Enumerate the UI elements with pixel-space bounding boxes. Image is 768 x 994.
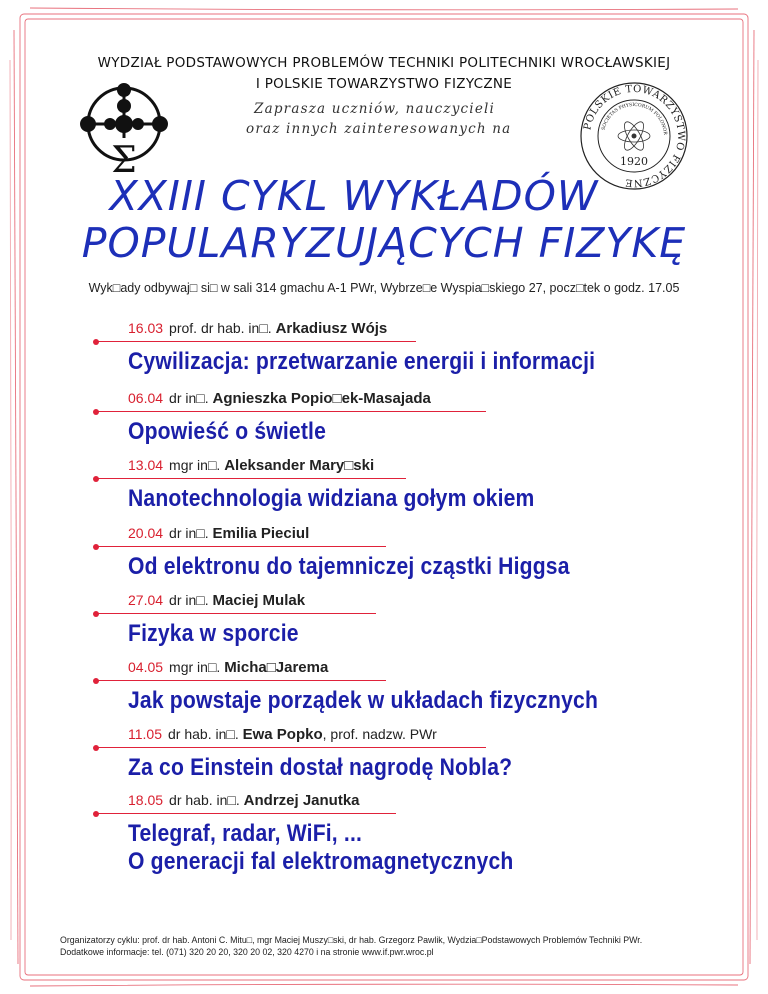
event-title-line-2: POPULARYZUJĄCYCH FIZYKĘ [81,219,687,267]
underline-divider [96,411,486,412]
speaker-degree: dr in□. [169,525,209,541]
bullet-dot-icon [93,409,99,415]
lecture-date: 27.04 [128,592,164,608]
sigma-symbol: Σ [111,140,137,178]
lecture-speaker [128,726,437,743]
bullet-dot-icon [93,544,99,550]
bullet-dot-icon [93,745,99,751]
organizer-line-1: WYDZIAŁ PODSTAWOWYCH PROBLEMÓW TECHNIKI POLITECHNIKI WROCŁAWSKIEJ [97,55,671,71]
invite-line-2: oraz innych zainteresowanych na [246,121,512,137]
underline-divider [96,341,416,342]
lecture-date: 04.05 [128,659,164,675]
lecture-title: Za co Einstein dostał nagrodę Nobla? [128,754,513,781]
event-title-line-1: XXIII CYKL WYKŁADÓW [109,172,599,220]
speaker-degree: dr in□. [169,390,209,406]
speaker-name: Ewa Popko [242,726,323,743]
speaker-name: Micha□Jarema [224,659,329,676]
lecture-speaker [128,457,374,474]
speaker-name: Aleksander Mary□ski [224,457,375,474]
footer [60,934,642,958]
lecture-date: 13.04 [128,457,164,473]
speaker-degree: dr in□. [169,592,209,608]
lecture-title: Fizyka w sporcie [128,620,299,647]
speaker-name: Agnieszka Popio□ek-Masajada [212,390,431,407]
underline-divider [96,747,486,748]
lecture-title: Telegraf, radar, WiFi, ... [128,820,363,847]
invite-line-1: Zaprasza uczniów, nauczycieli [254,101,496,117]
bullet-dot-icon [93,811,99,817]
underline-divider [96,680,386,681]
bullet-dot-icon [93,339,99,345]
lecture-speaker [128,659,328,676]
sigma-molecule-logo-icon [74,78,174,178]
bullet-dot-icon [93,678,99,684]
speaker-degree: dr hab. in□. [169,792,240,808]
speaker-name: Emilia Pieciul [212,525,310,542]
underline-divider [96,546,386,547]
seal-year: 1920 [620,155,648,168]
lecture-date: 18.05 [128,792,164,808]
lecture-date: 16.03 [128,320,164,336]
speaker-degree: mgr in□. [169,659,221,675]
underline-divider [96,813,396,814]
lecture-title: Cywilizacja: przetwarzanie energii i informacji [128,348,596,375]
underline-divider [96,613,376,614]
speaker-degree: mgr in□. [169,457,221,473]
lecture-date: 06.04 [128,390,164,406]
organizer-line-2: I POLSKIE TOWARZYSTWO FIZYCZNE [255,76,513,92]
lecture-date: 20.04 [128,525,164,541]
lecture-speaker [128,390,431,407]
lecture-title: Nanotechnologia widziana gołym okiem [128,485,535,512]
lecture-speaker [128,792,360,809]
speaker-name: Andrzej Janutka [243,792,360,809]
lecture-speaker [128,320,387,337]
venue-info: Wyk□ady odbywaj□ si□ w sali 314 gmachu A-1 PWr, Wybrze□e Wyspia□skiego 27, pocz□tek o godz. 17.05 [88,281,680,295]
speaker-suffix: , prof. nadzw. PWr [322,726,437,742]
speaker-degree: dr hab. in□. [168,726,239,742]
bullet-dot-icon [93,476,99,482]
speaker-name: Maciej Mulak [212,592,306,609]
speaker-name: Arkadiusz Wójs [275,320,388,337]
underline-divider [96,478,406,479]
footer-contact: Dodatkowe informacje: tel. (071) 320 20 20, 320 20 02, 320 4270 i na stronie www.if.pwr.wroc.pl [60,947,434,957]
footer-organizers: Organizatorzy cyklu: prof. dr hab. Antoni C. Mitu□, mgr Maciej Muszy□ski, dr hab. Grzegorz Pawlik, Wydzia□Podstawowych Problemów Techniki PWr. [60,935,643,945]
speaker-degree: prof. dr hab. in□. [169,320,272,336]
lecture-title: Opowieść o świetle [128,418,327,445]
lecture-speaker [128,525,309,542]
seal-inner-text: SOCIETAS PHYSICORUM POLONOR [601,102,668,136]
lecture-title: Od elektronu do tajemniczej cząstki Higgsa [128,553,570,580]
lecture-speaker [128,592,305,609]
bullet-dot-icon [93,611,99,617]
lecture-date: 11.05 [128,726,162,742]
lecture-title: Jak powstaje porządek w układach fizycznych [128,687,599,714]
lecture-title-line-2: O generacji fal elektromagnetycznych [128,848,514,875]
seal-ring-text: POLSKIE TOWARZYSTWO FIZYCZNE [582,83,687,189]
